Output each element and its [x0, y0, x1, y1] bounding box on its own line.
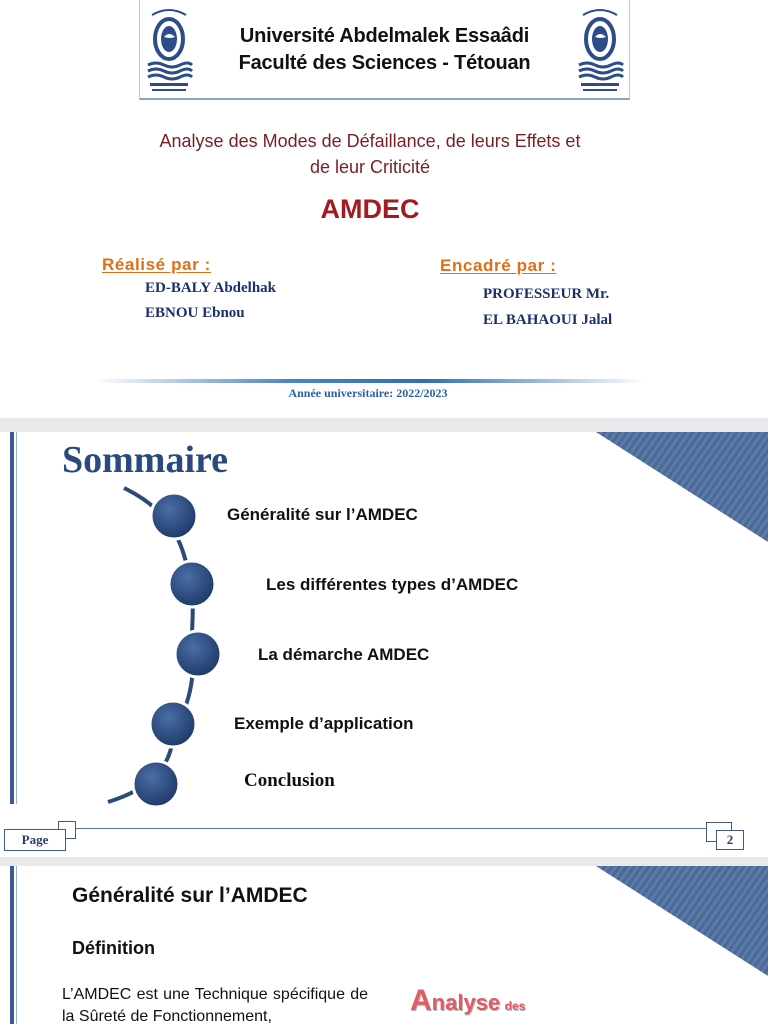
toc-item-demarche[interactable]: La démarche AMDEC [258, 645, 430, 664]
cover-page [0, 0, 768, 418]
footer-line [66, 828, 711, 829]
left-accent-bar [10, 866, 14, 1024]
author-1: ED-BALY Abdelhak [145, 280, 277, 296]
cover-divider [94, 379, 646, 383]
wordart-small: des [504, 999, 526, 1013]
wordart-first-letter: A [410, 984, 432, 1017]
university-logo-right [573, 3, 627, 95]
corner-decoration [596, 432, 768, 542]
summary-page [0, 432, 768, 857]
toc-item-exemple[interactable]: Exemple d’application [234, 714, 414, 733]
toc-item-types[interactable]: Les différentes types d’AMDEC [266, 575, 519, 594]
realise-par-label: Réalisé par : [102, 255, 211, 274]
page-separator [0, 857, 768, 866]
bullet-4 [150, 701, 196, 747]
toc-timeline [100, 482, 240, 812]
document-subtitle [120, 128, 620, 180]
author-2: EBNOU Ebnou [145, 305, 245, 321]
university-name: Université Abdelmalek Essaâdi [239, 25, 530, 47]
supervisor-name: EL BAHAOUI Jalal [483, 312, 613, 328]
toc-item-generalite[interactable]: Généralité sur l’AMDEC [227, 505, 418, 524]
toc-item-conclusion[interactable]: Conclusion [244, 770, 335, 791]
section-page [0, 866, 768, 1024]
subtitle-line-2: de leur Criticité [309, 157, 431, 177]
page-label: Page [4, 829, 66, 851]
page-number: 2 [716, 830, 744, 850]
left-accent-line [16, 432, 17, 804]
document-title: AMDEC [320, 194, 420, 224]
wordart-word: nalyse [431, 990, 501, 1015]
left-accent-line [16, 866, 17, 1024]
bullet-5 [133, 761, 179, 807]
subtitle-line-1: Analyse des Modes de Défaillance, de leurs Effets et [159, 131, 581, 151]
summary-title: Sommaire [62, 439, 229, 481]
faculty-name: Faculté des Sciences - Tétouan [238, 52, 531, 74]
bullet-2 [169, 561, 215, 607]
corner-decoration [596, 866, 768, 976]
university-header [139, 0, 630, 100]
supervisor-title: PROFESSEUR Mr. [483, 286, 610, 302]
definition-paragraph: L’AMDEC est une Technique spécifique de la Sûreté de Fonctionnement, [62, 986, 368, 1024]
wordart-heading [410, 984, 525, 1018]
section-title: Généralité sur l’AMDEC [72, 884, 308, 907]
page-separator [0, 418, 768, 432]
academic-year: Année universitaire: 2022/2023 [288, 386, 448, 400]
bullet-3 [175, 631, 221, 677]
encadre-par-label: Encadré par : [440, 256, 557, 275]
left-accent-bar [10, 432, 14, 804]
section-subtitle: Définition [72, 938, 155, 958]
bullet-1 [151, 493, 197, 539]
university-logo-left [142, 3, 196, 95]
